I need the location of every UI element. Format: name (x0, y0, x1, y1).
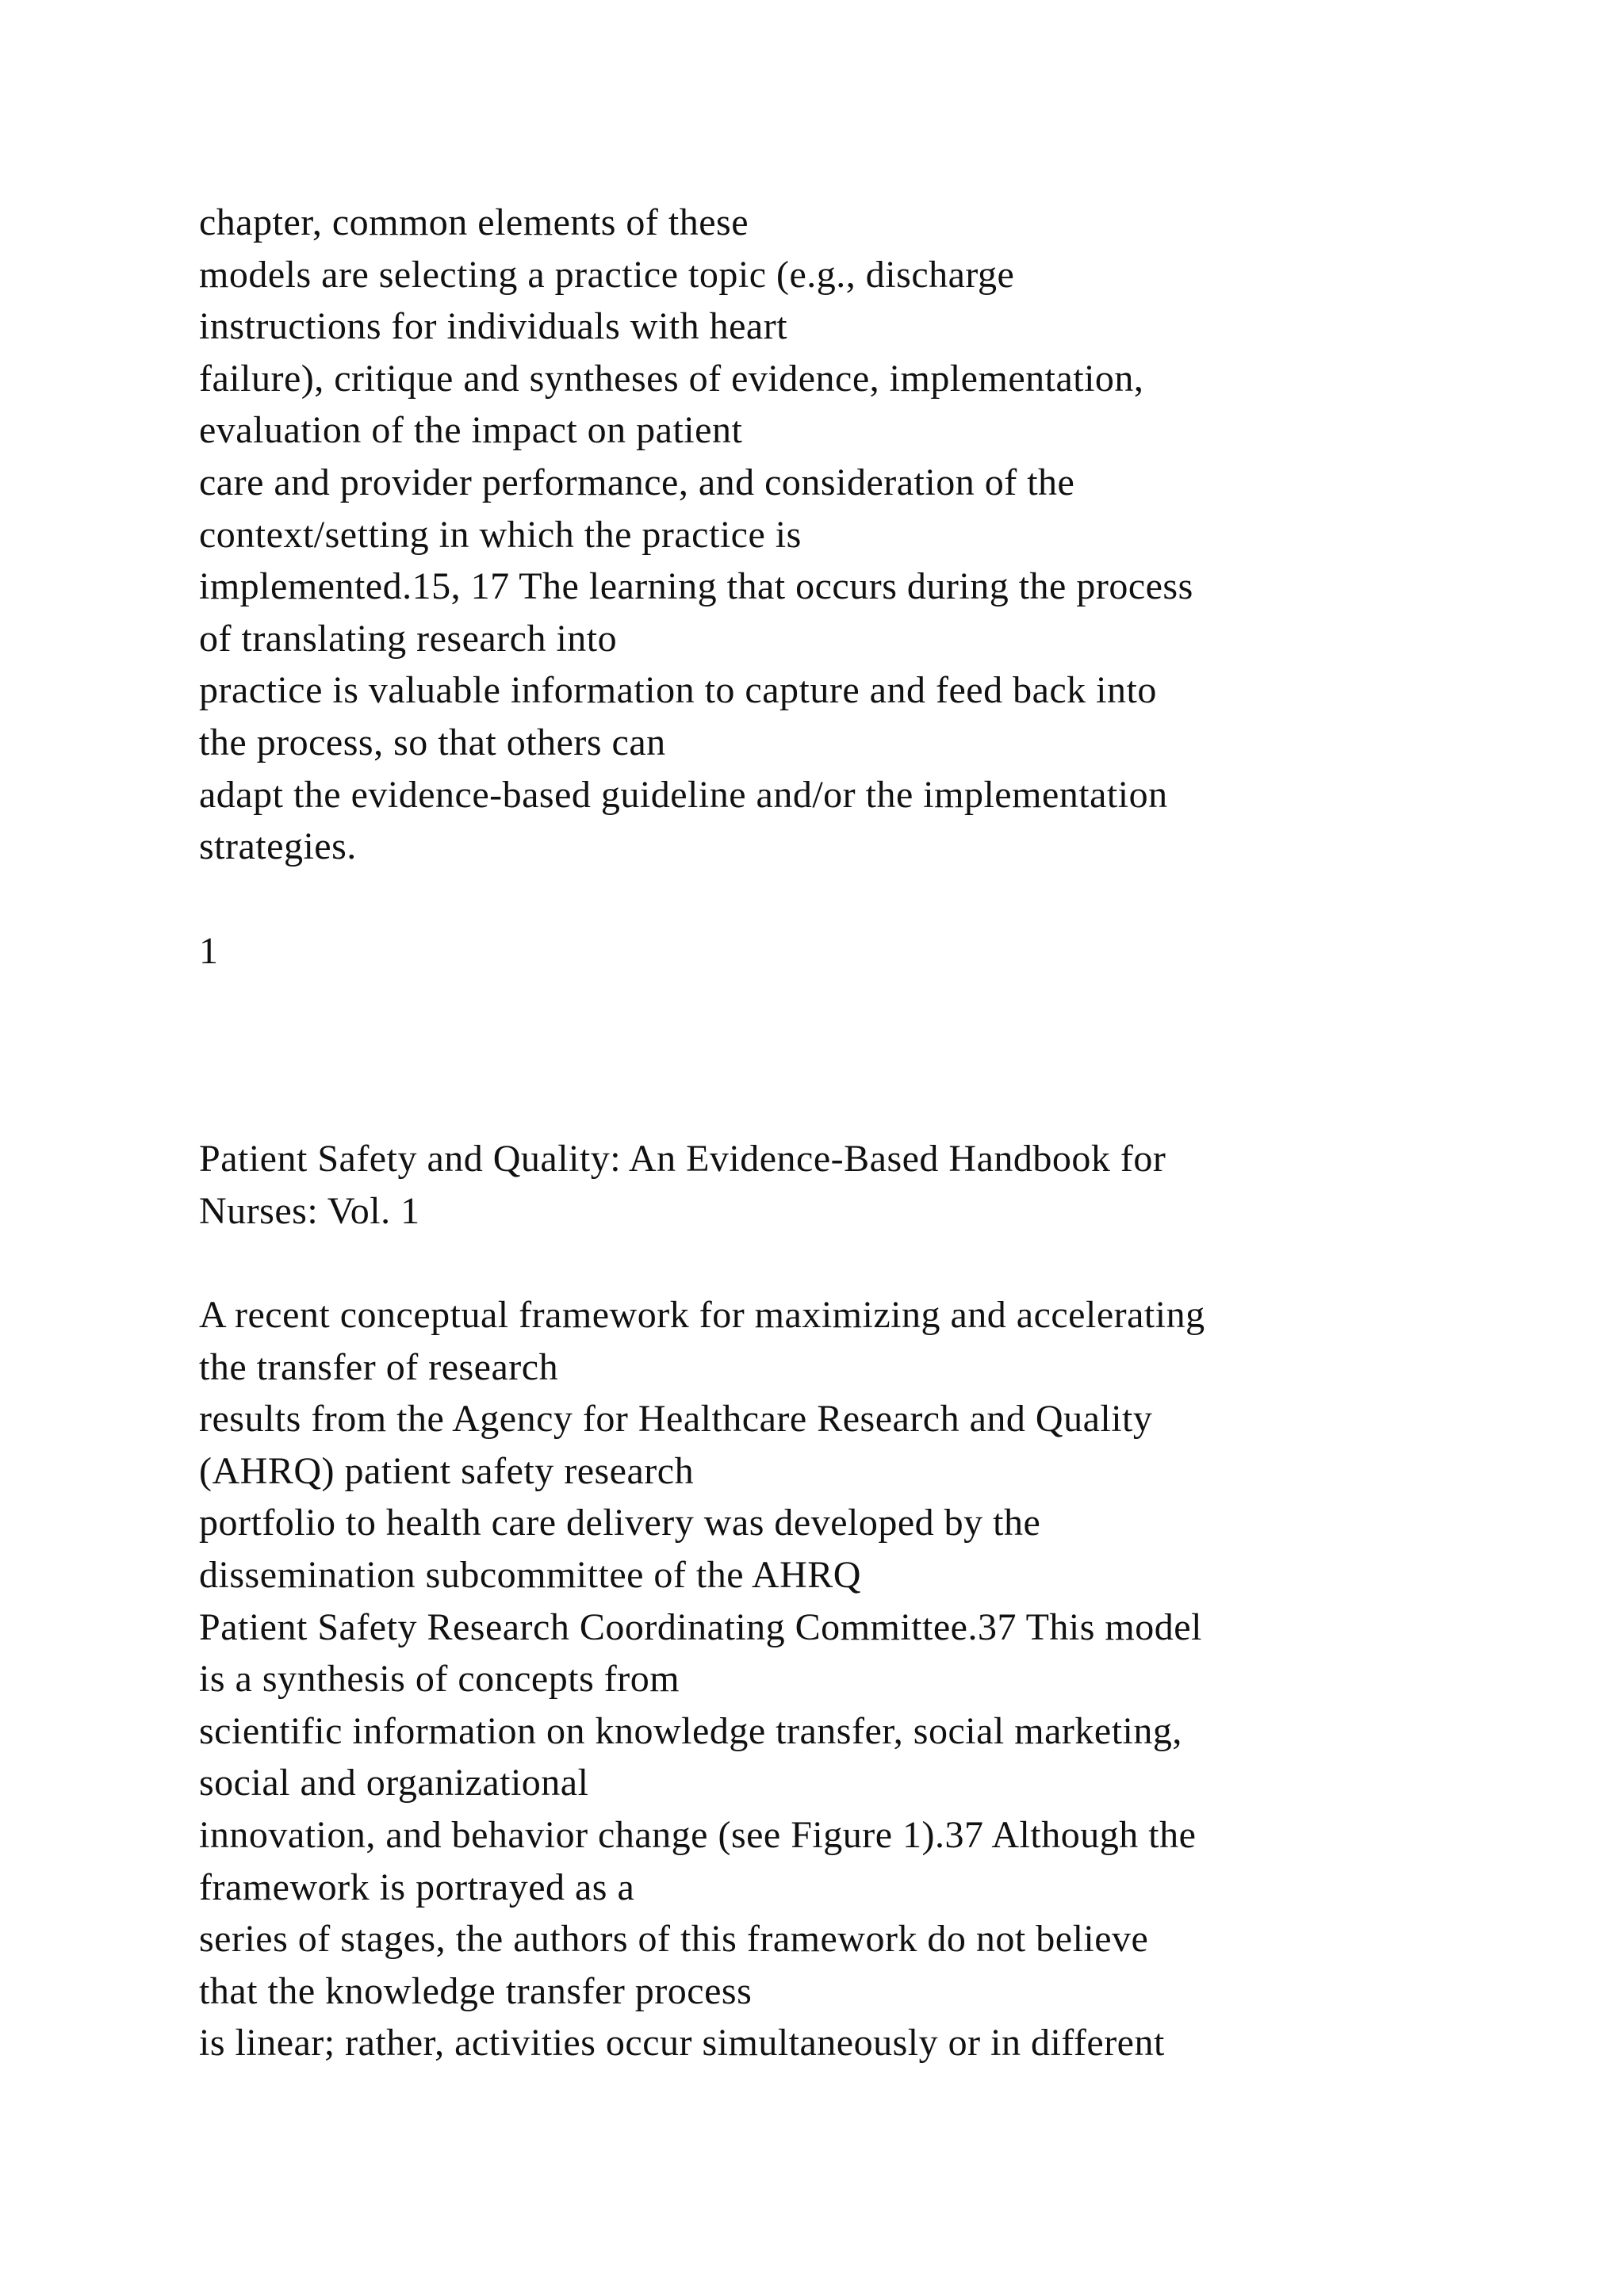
text-line: implemented.15, 17 The learning that occurs during the process (199, 565, 1193, 608)
text-line: framework is portrayed as a (199, 1866, 635, 1908)
page-number-text: 1 (199, 930, 219, 972)
text-line: evaluation of the impact on patient (199, 409, 743, 452)
running-title (199, 1133, 1547, 1237)
text-line: series of stages, the authors of this framework do not believe (199, 1918, 1149, 1961)
text-line: dissemination subcommittee of the AHRQ (199, 1553, 861, 1596)
text-line: failure), critique and syntheses of evidence, implementation, (199, 357, 1144, 400)
text-line: social and organizational (199, 1762, 589, 1804)
text-line: innovation, and behavior change (see Figure 1).37 Although the (199, 1813, 1197, 1856)
text-line: Nurses: Vol. 1 (199, 1189, 420, 1232)
text-line: the process, so that others can (199, 721, 666, 763)
text-line: (AHRQ) patient safety research (199, 1449, 695, 1492)
text-line: that the knowledge transfer process (199, 1969, 753, 2012)
text-line: A recent conceptual framework for maximizing and accelerating (199, 1294, 1205, 1336)
text-line: of translating research into (199, 617, 618, 660)
page-number (199, 925, 1547, 978)
text-line: is linear; rather, activities occur simultaneously or in different (199, 2022, 1165, 2064)
text-line: scientific information on knowledge transfer, social marketing, (199, 1709, 1182, 1752)
text-line: practice is valuable information to capture and feed back into (199, 669, 1157, 712)
paragraph-continuation (199, 197, 1547, 873)
text-line: portfolio to health care delivery was developed by the (199, 1502, 1041, 1544)
text-line: instructions for individuals with heart (199, 305, 788, 348)
text-line: models are selecting a practice topic (e.g., discharge (199, 253, 1015, 296)
text-line: care and provider performance, and consideration of the (199, 461, 1075, 503)
text-line: results from the Agency for Healthcare Research and Quality (199, 1398, 1153, 1441)
text-line: is a synthesis of concepts from (199, 1658, 680, 1701)
text-line: the transfer of research (199, 1345, 559, 1388)
paragraph-framework (199, 1289, 1547, 2069)
text-line: Patient Safety and Quality: An Evidence-Based Handbook for (199, 1138, 1166, 1180)
text-line: strategies. (199, 825, 357, 868)
text-line: context/setting in which the practice is (199, 513, 802, 556)
text-line: chapter, common elements of these (199, 201, 749, 243)
text-line: Patient Safety Research Coordinating Committee.37 This model (199, 1605, 1202, 1648)
text-line: adapt the evidence-based guideline and/or the implementation (199, 773, 1168, 816)
